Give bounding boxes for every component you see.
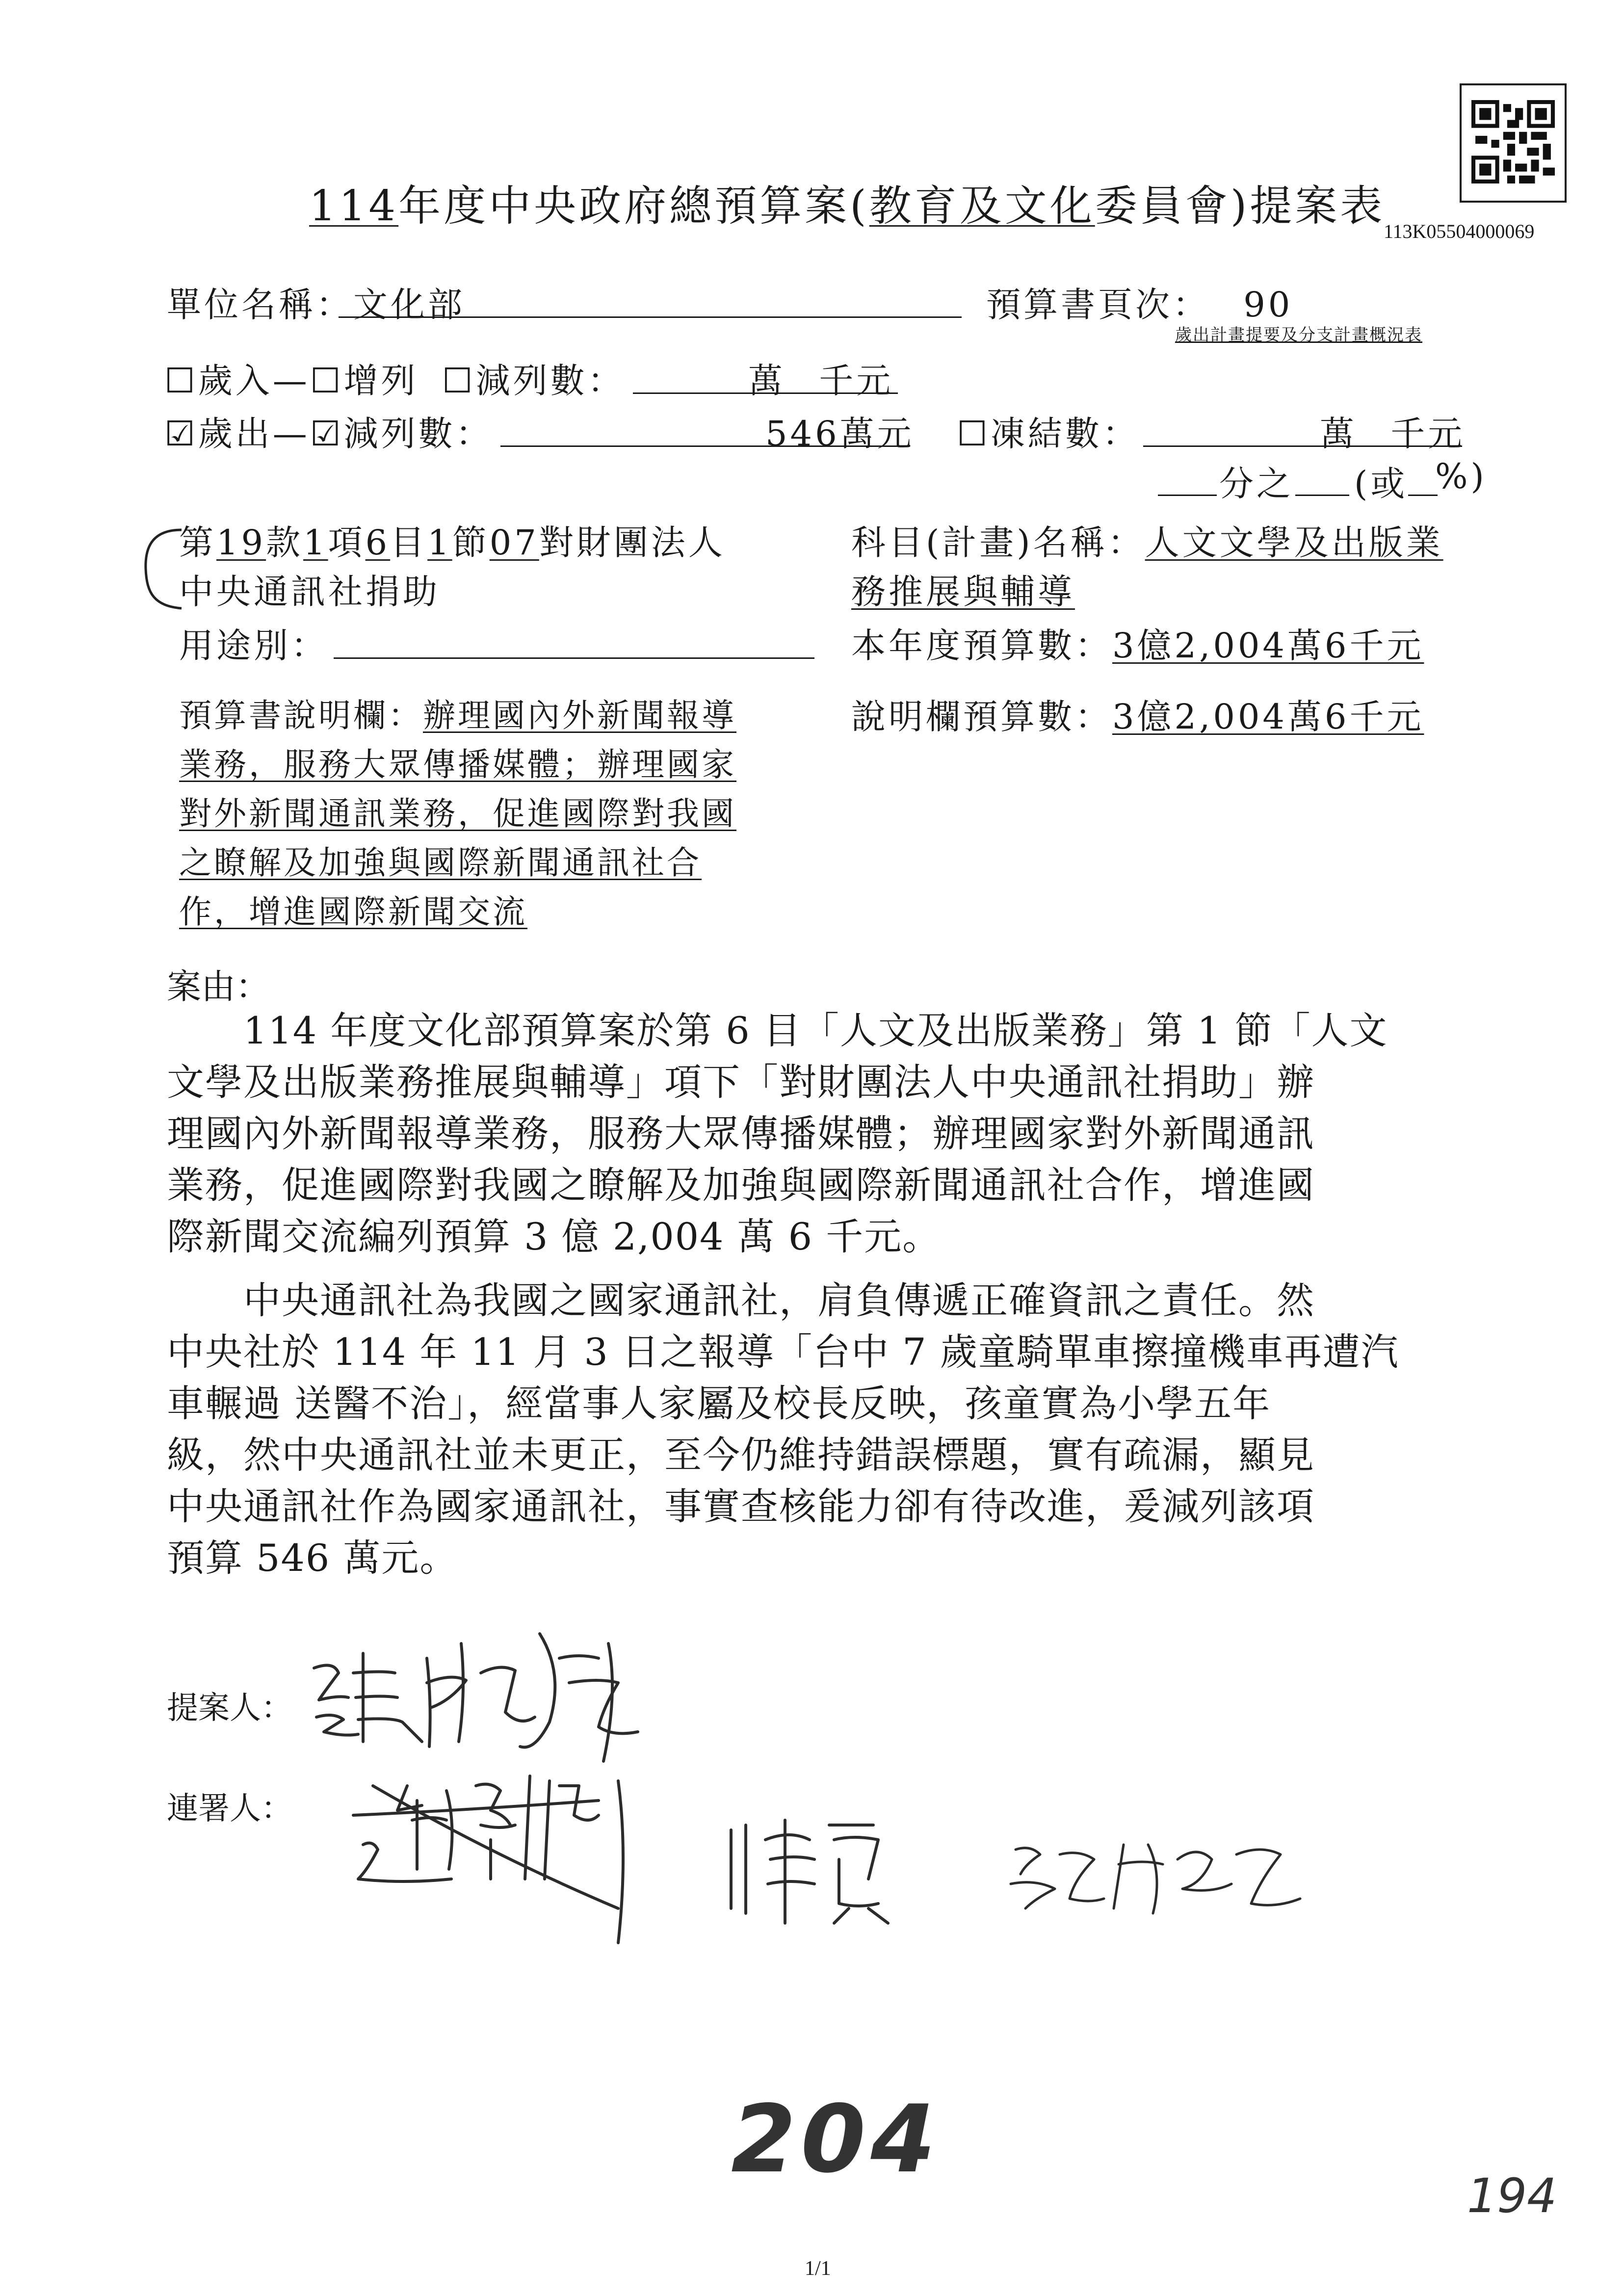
expenditure-amount-unit: 萬元 (839, 414, 915, 454)
description-line-3: 之瞭解及加強與國際新聞通訊社合 (179, 844, 702, 882)
revenue-unit-wan: 萬 (748, 361, 786, 401)
reason-line-0: 114 年度文化部預算案於第 6 目「人文及出版業務」第 1 節「人文 (167, 1009, 1388, 1052)
freeze-checkbox[interactable]: ☐ (957, 414, 991, 454)
proposer-label: 提案人： (167, 1690, 292, 1726)
unit-underline (339, 316, 962, 318)
title-end: 委員會)提案表 (1095, 182, 1386, 231)
fraction-underline-2 (1295, 495, 1349, 496)
item-name-line2: 中央通訊社捐助 (179, 572, 440, 612)
cosigner-signature-1 (343, 1756, 687, 1953)
reason-line-9: 中央通訊社作為國家通訊社，事實查核能力卻有待改進，爰減列該項 (167, 1485, 1315, 1528)
item-p5: 節 (452, 522, 490, 563)
qr-code-icon (1471, 100, 1555, 183)
item-code: 07 (489, 522, 539, 563)
item-jie: 1 (427, 522, 452, 563)
freeze-label: 凍結數： (990, 414, 1140, 454)
page-value: 90 (1243, 285, 1293, 325)
page-note: 歲出計畫提要及分支計畫概況表 (1175, 325, 1422, 345)
item-p4: 目 (390, 522, 428, 563)
item-p2: 款 (266, 522, 304, 563)
unit-label: 單位名稱： (167, 285, 353, 325)
description-line-2: 對外新聞通訊業務，促進國際對我國 (179, 795, 736, 833)
current-budget-label: 本年度預算數： (851, 626, 1112, 666)
expenditure-decrease-checkbox[interactable]: ☑ (310, 414, 344, 454)
reason-line-2: 理國內外新聞報導業務，服務大眾傳播媒體；辦理國家對外新聞通訊 (167, 1112, 1315, 1155)
title-year: 114 (309, 182, 399, 231)
description-label: 預算書說明欄： (179, 697, 423, 734)
revenue-checkbox[interactable]: ☐ (164, 361, 198, 401)
current-budget-value: 3億2,004萬6千元 (1112, 626, 1424, 666)
percent-underline (1408, 495, 1438, 496)
revenue-label: 歲入— (198, 361, 310, 401)
fraction-text: 分之 (1219, 464, 1294, 504)
reason-line-7: 車輾過 送醫不治」，經當事人家屬及校長反映，孩童實為小學五年 (167, 1382, 1271, 1425)
fraction-underline-1 (1158, 495, 1217, 496)
subject-line2: 務推展與輔導 (851, 572, 1075, 612)
revenue-increase-label: 增列 (343, 361, 419, 401)
unit-value: 文化部 (353, 285, 465, 325)
description-line-1: 業務，服務大眾傳播媒體；辦理國家 (179, 746, 736, 783)
subject-label: 科目(計畫)名稱： (851, 522, 1145, 563)
cosigner-label: 連署人： (167, 1791, 292, 1827)
cosigner-signature-3 (1006, 1825, 1310, 1923)
revenue-increase-checkbox[interactable]: ☐ (310, 361, 344, 401)
expenditure-decrease-label: 減列數： (343, 414, 493, 454)
revenue-decrease-label: 減列數： (475, 361, 625, 401)
title-mid: 年度中央政府總預算案( (398, 182, 869, 231)
description-budget-value: 3億2,004萬6千元 (1112, 697, 1424, 737)
reason-line-8: 級，然中央通訊社並未更正，至今仍維持錯誤標題，實有疏漏，顯見 (167, 1433, 1315, 1477)
handwritten-page-number: 204 (731, 2085, 941, 2193)
usage-underline (334, 657, 814, 659)
description-line-4: 作，增進國際新聞交流 (179, 893, 527, 931)
description-line-0: 辦理國內外新聞報導 (423, 697, 736, 734)
reason-line-3: 業務，促進國際對我國之瞭解及加強與國際新聞通訊社合作，增進國 (167, 1163, 1315, 1207)
item-mu: 6 (365, 522, 391, 563)
usage-label: 用途別： (179, 626, 328, 666)
freeze-unit-wan: 萬 (1320, 414, 1357, 454)
handwritten-bracket (140, 525, 184, 613)
description-budget-label: 說明欄預算數： (851, 697, 1112, 737)
page-indicator: 1/1 (805, 2257, 831, 2280)
reason-line-5: 中央通訊社為我國之國家通訊社，肩負傳遞正確資訊之責任。然 (167, 1278, 1315, 1322)
document-id: 113K05504000069 (1384, 220, 1535, 242)
expenditure-amount: 546 (765, 414, 840, 454)
document-title (309, 172, 1385, 233)
item-kuan: 19 (216, 522, 266, 563)
reason-label: 案由： (167, 966, 270, 1007)
page-label: 預算書頁次： (986, 285, 1210, 325)
cosigner-signature-2 (721, 1810, 976, 1928)
reason-line-10: 預算 546 萬元。 (167, 1536, 458, 1580)
reason-line-1: 文學及出版業務推展與輔導」項下「對財團法人中央通訊社捐助」辦 (167, 1060, 1315, 1104)
corner-number: 194 (1467, 2168, 1557, 2223)
item-p1: 第 (179, 522, 216, 563)
revenue-decrease-checkbox[interactable]: ☐ (442, 361, 476, 401)
reason-line-6: 中央社於 114 年 11 月 3 日之報導「台中 7 歲童騎單車擦撞機車再遭汽 (167, 1330, 1399, 1374)
item-name-line1: 對財團法人 (539, 522, 726, 563)
subject-line1: 人文文學及出版業 (1145, 522, 1443, 563)
revenue-unit-qian: 千元 (819, 361, 894, 401)
or-text: (或 (1354, 464, 1408, 504)
proposer-signature (304, 1614, 657, 1771)
expenditure-checkbox[interactable]: ☑ (164, 414, 198, 454)
expenditure-label: 歲出— (198, 414, 310, 454)
percent-text: %) (1435, 456, 1487, 496)
freeze-unit-qian: 千元 (1390, 414, 1466, 454)
title-committee: 教育及文化 (869, 182, 1095, 231)
reason-line-4: 際新聞交流編列預算 3 億 2,004 萬 6 千元。 (167, 1215, 941, 1258)
qr-code (1460, 83, 1567, 203)
item-xiang: 1 (303, 522, 328, 563)
item-p3: 項 (328, 522, 366, 563)
